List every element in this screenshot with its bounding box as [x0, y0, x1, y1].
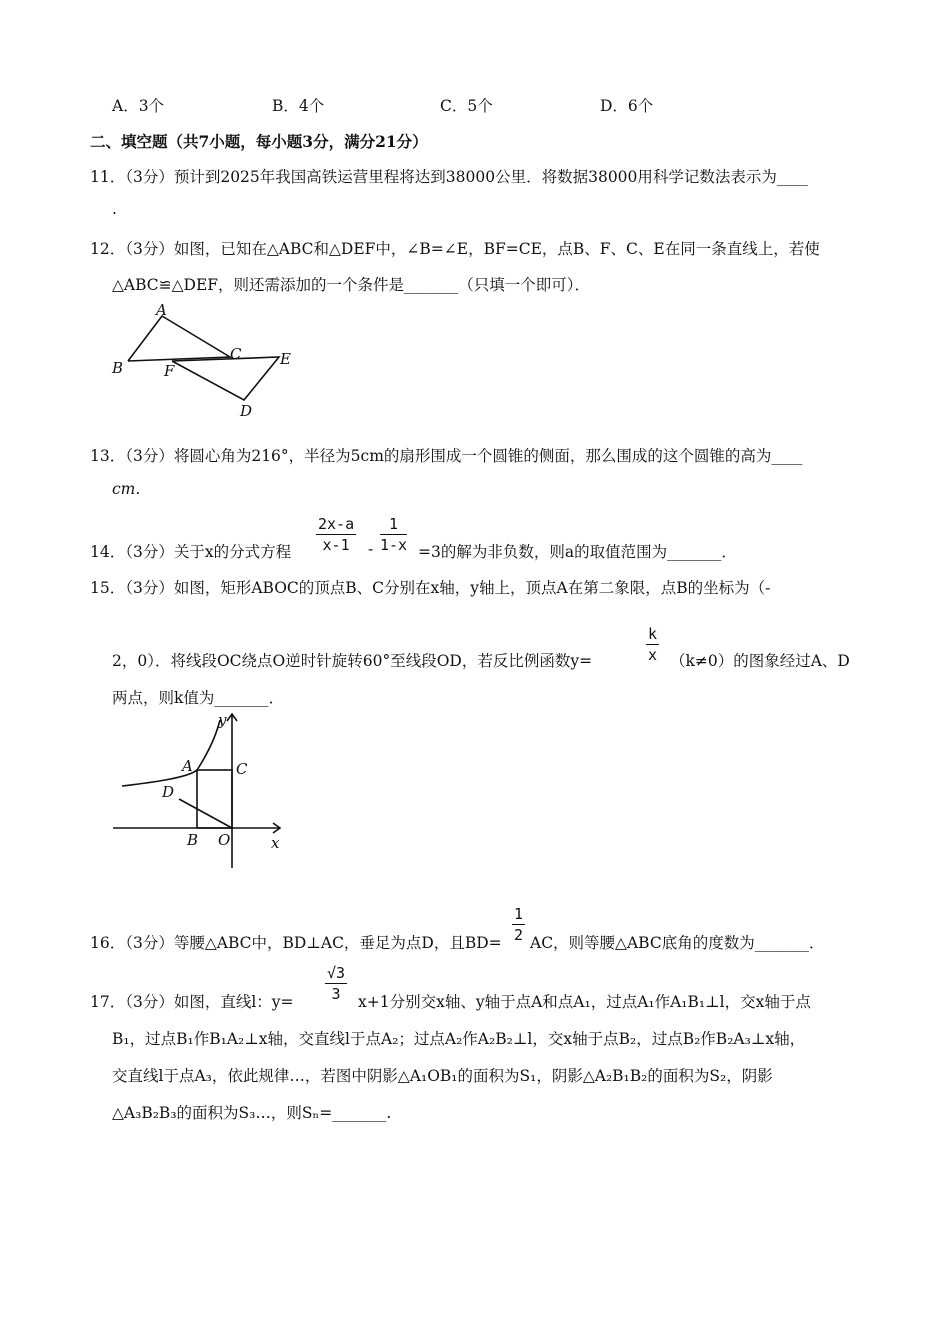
- label-x: x: [271, 834, 280, 852]
- q12-line2: △ABC≌△DEF，则还需添加的一个条件是_______（只填一个即可）．: [112, 276, 591, 294]
- q17-fraction: [325, 963, 347, 1004]
- q16-prefix: 16．（3分）等腰△ABC中，BD⊥AC，垂足为点D，且BD=: [90, 934, 502, 952]
- q12-line1: 12．（3分）如图，已知在△ABC和△DEF中，∠B=∠E，BF=CE，点B、F、C、E在同一条直线上，若使: [90, 240, 820, 258]
- segment-od: [179, 799, 232, 828]
- label-d: D: [240, 402, 253, 420]
- q16-fraction: [512, 904, 525, 945]
- q11-line2: .: [112, 200, 117, 218]
- q16-frac-numerator: 1: [514, 905, 524, 923]
- q14-frac1-numerator: 2x-a: [318, 515, 355, 533]
- label-a: A: [156, 301, 167, 319]
- q14-frac1-denominator: x-1: [322, 536, 350, 554]
- q15-line1: 15．（3分）如图，矩形ABOC的顶点B、C分别在x轴，y轴上，顶点A在第二象限，点B的坐标为（-: [90, 579, 771, 597]
- q15-figure: [108, 708, 298, 873]
- label-b: B: [112, 359, 124, 377]
- q13-line2: cm.: [112, 480, 141, 498]
- q15-frac-denominator: x: [648, 646, 658, 664]
- q14-minus: -: [368, 540, 374, 558]
- label-d: D: [162, 783, 175, 801]
- q17-line3: 交直线l于点A₃，依此规律…，若图中阴影△A₁OB₁的面积为S₁，阴影△A₂B₁B₂的面积为S₂，阴影: [112, 1067, 773, 1085]
- label-f: F: [164, 362, 175, 380]
- label-e: E: [280, 350, 291, 368]
- q11-line1: 11．（3分）预计到2025年我国高铁运营里程将达到38000公里．将数据38000用科学记数法表示为____: [90, 168, 808, 186]
- label-b: B: [187, 831, 199, 849]
- q17-line2: B₁，过点B₁作B₁A₂⊥x轴，交直线l于点A₂；过点A₂作A₂B₂⊥l，交x轴于点B₂，过点B₂作B₂A₃⊥x轴，: [112, 1030, 806, 1048]
- q14-suffix: =3的解为非负数，则a的取值范围为_______．: [418, 543, 737, 561]
- label-o: O: [218, 831, 231, 849]
- q12-figure: [105, 298, 305, 420]
- label-c: C: [236, 760, 248, 778]
- q14-fraction-2: [380, 514, 407, 555]
- q16-frac-denominator: 2: [514, 926, 524, 944]
- section-title: 二、填空题（共7小题，每小题3分，满分21分）: [90, 132, 428, 151]
- q15-line2-suffix: （k≠0）的图象经过A、D: [670, 652, 850, 670]
- option-a: A．3个: [112, 97, 165, 115]
- label-y: y: [218, 711, 227, 729]
- option-d: D．6个: [600, 97, 654, 115]
- q15-frac-numerator: k: [648, 625, 658, 643]
- label-c: C: [230, 345, 242, 363]
- q17-suffix: x+1分别交x轴、y轴于点A和点A₁，过点A₁作A₁B₁⊥l，交x轴于点: [358, 993, 811, 1011]
- q15-fraction: [646, 624, 659, 665]
- hyperbola-curve: [122, 720, 220, 786]
- q14-prefix: 14．（3分）关于x的分式方程: [90, 543, 292, 561]
- q15-line3: 两点，则k值为_______．: [112, 689, 285, 707]
- triangle-abc: [128, 316, 230, 361]
- triangle-def: [172, 357, 279, 400]
- option-c: C．5个: [440, 97, 493, 115]
- q17-frac-numerator: √3: [327, 964, 346, 982]
- q17-prefix: 17．（3分）如图，直线l：y=: [90, 993, 294, 1011]
- q17-line4: △A₃B₂B₃的面积为S₃…，则Sₙ=_______.: [112, 1104, 392, 1122]
- label-a: A: [182, 757, 193, 775]
- q15-line2-prefix: 2，0）．将线段OC绕点O逆时针旋转60°至线段OD，若反比例函数y=: [112, 652, 593, 670]
- q14-frac2-denominator: 1-x: [380, 536, 408, 554]
- option-b: B．4个: [272, 97, 325, 115]
- q14-frac2-numerator: 1: [380, 514, 407, 535]
- q14-fraction-1: [316, 514, 356, 555]
- q13-line1: 13．（3分）将圆心角为216°，半径为5cm的扇形围成一个圆锥的侧面，那么围成的这个圆锥的高为____: [90, 447, 803, 465]
- q17-frac-denominator: 3: [331, 985, 341, 1003]
- q16-suffix: AC，则等腰△ABC底角的度数为_______．: [530, 934, 825, 952]
